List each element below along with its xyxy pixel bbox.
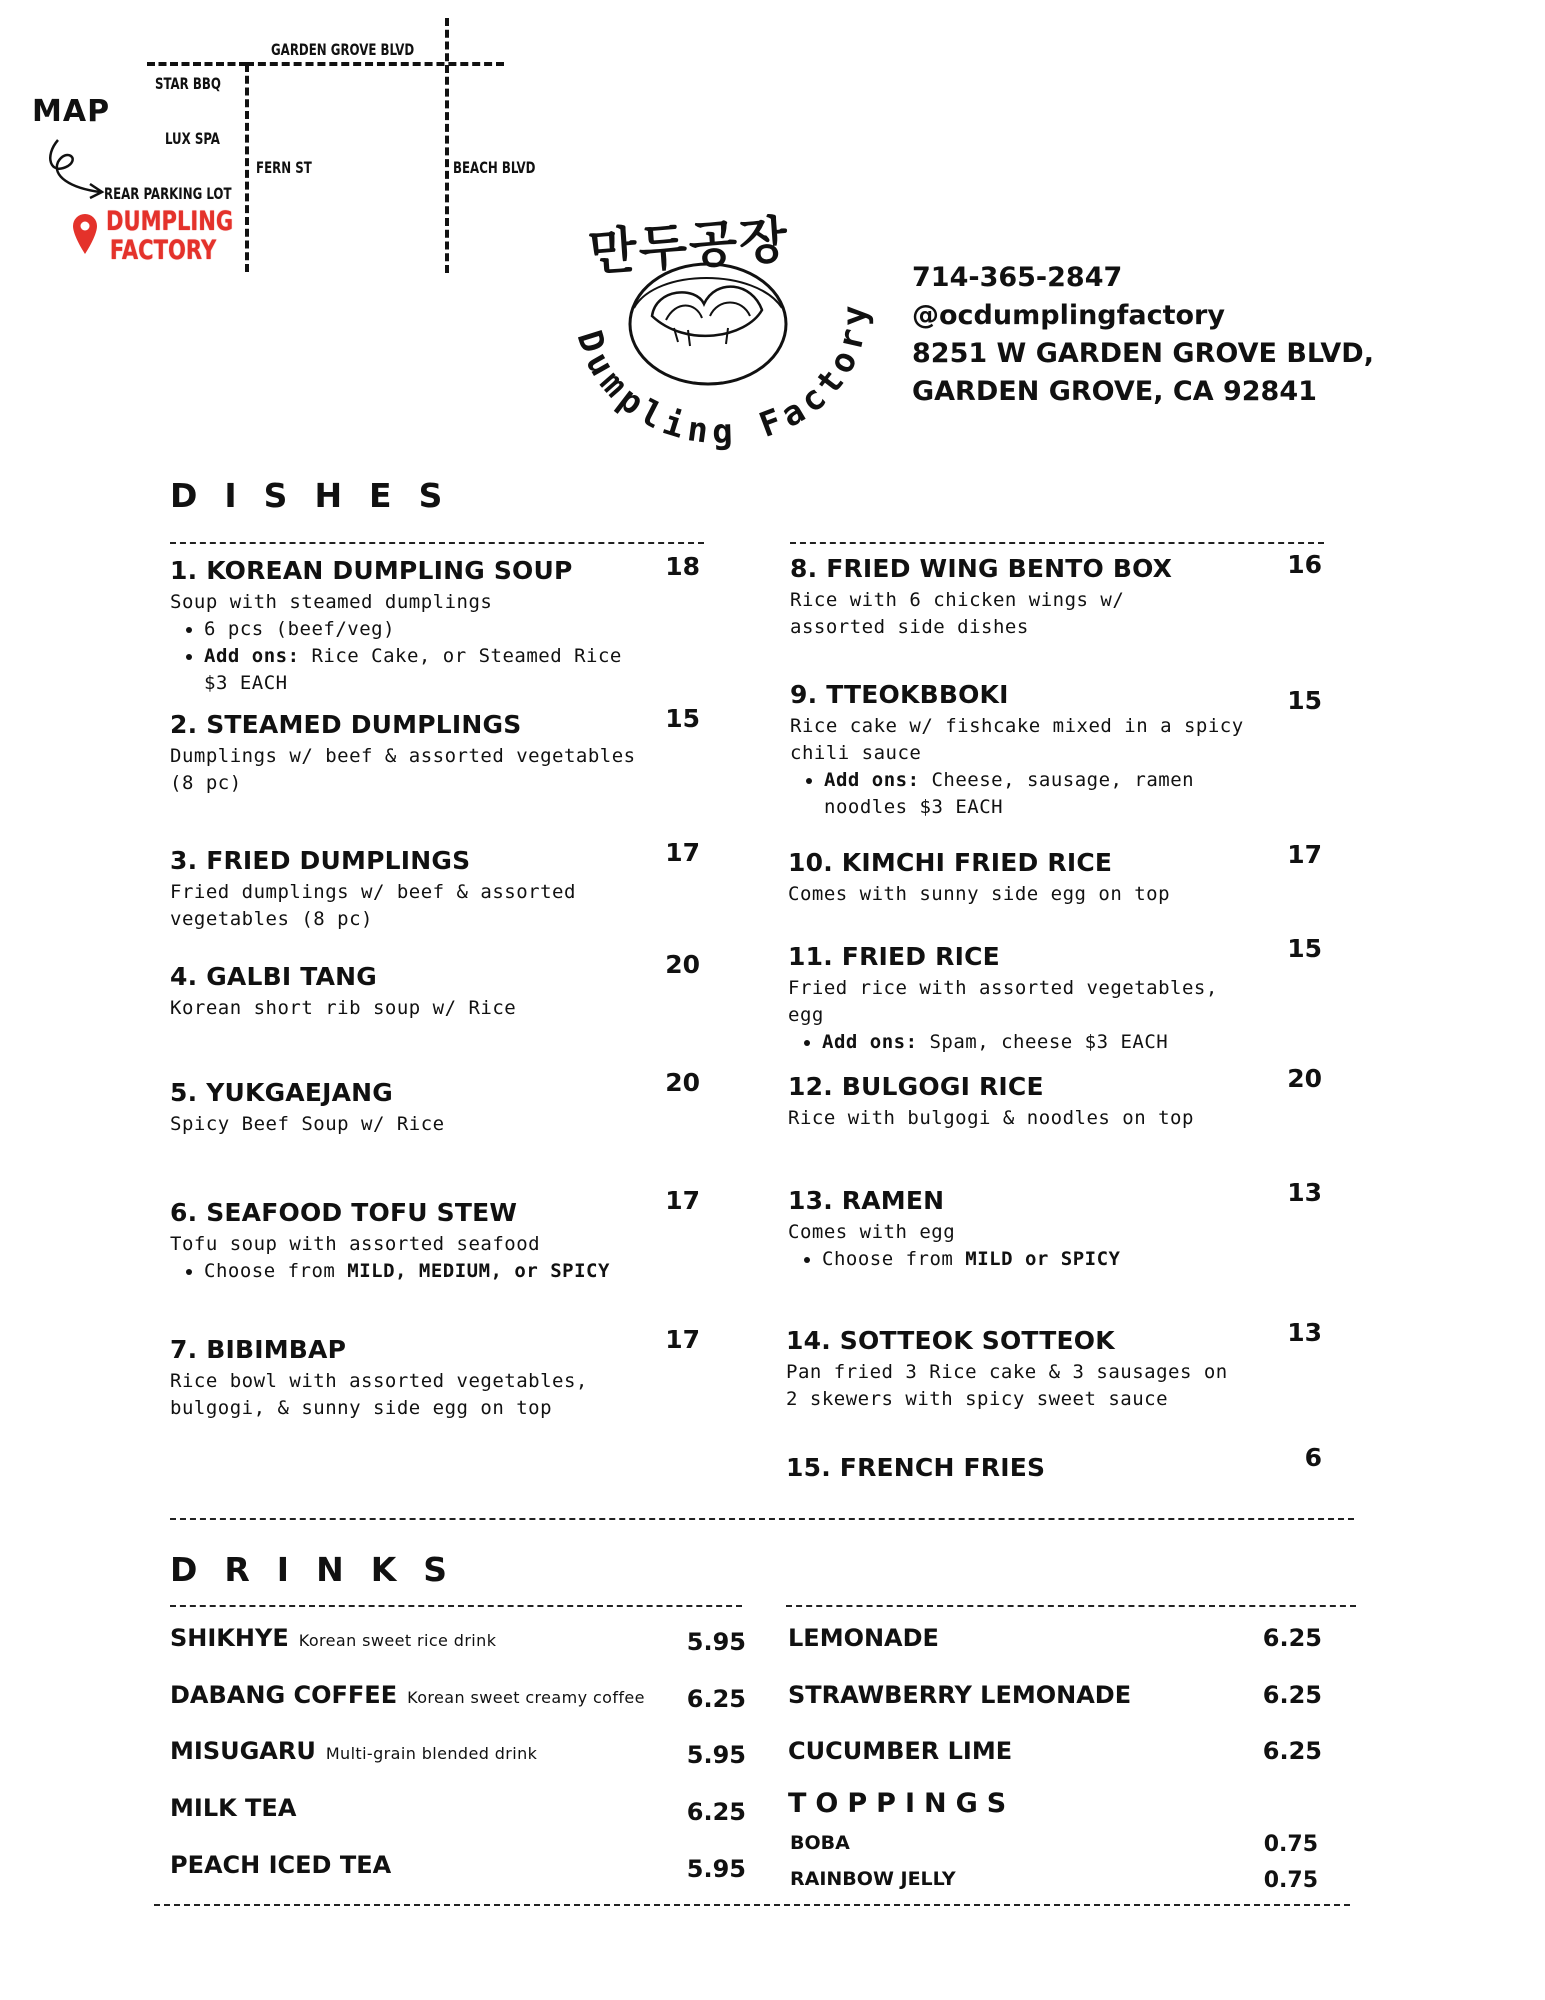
dish-description-line: Rice with 6 chicken wings w/ — [790, 589, 1125, 611]
dish-item — [170, 1198, 640, 1285]
dish-price: 17 — [665, 838, 700, 867]
dish-description-line: Tofu soup with assorted seafood — [170, 1233, 541, 1255]
dish-item — [786, 1326, 1262, 1413]
dish-name: 12. BULGOGI RICE — [788, 1072, 1044, 1101]
dish-price: 15 — [665, 704, 700, 733]
dish-name: 2. STEAMED DUMPLINGS — [170, 710, 522, 739]
dish-description — [788, 881, 1262, 908]
dish-description-line: Soup with steamed dumplings — [170, 591, 493, 613]
dish-item — [788, 1072, 1262, 1132]
dish-description — [788, 1105, 1262, 1132]
garden-grove-road — [246, 62, 504, 66]
drink-price: 6.25 — [686, 1685, 746, 1713]
drink-item — [170, 1794, 296, 1822]
dish-name: 11. FRIED RICE — [788, 942, 1000, 971]
drink-note: Multi-grain blended drink — [325, 1744, 538, 1763]
drink-price: 6.25 — [1262, 1624, 1322, 1652]
drink-name: MISUGARU — [170, 1737, 316, 1765]
dish-description-line: Rice bowl with assorted vegetables, — [170, 1370, 588, 1392]
drink-price: 6.25 — [686, 1798, 746, 1826]
landmark-star-bbq: STAR BBQ — [155, 74, 221, 93]
dish-option: • 6 pcs (beef/veg) — [204, 616, 640, 643]
dish-description — [170, 743, 640, 797]
dish-description-line: Korean short rib soup w/ Rice — [170, 997, 517, 1019]
dish-price: 20 — [665, 1068, 700, 1097]
drinks-heading: DRINKS — [170, 1550, 475, 1589]
dish-options-list — [790, 767, 1262, 821]
drink-price: 5.95 — [686, 1628, 746, 1656]
beach-blvd-road — [445, 18, 449, 273]
dish-description-line: Comes with egg — [788, 1221, 956, 1243]
drink-name: STRAWBERRY LEMONADE — [788, 1681, 1132, 1709]
dish-description-line: Comes with sunny side egg on top — [788, 883, 1171, 905]
dish-name: 3. FRIED DUMPLINGS — [170, 846, 471, 875]
dish-description — [170, 879, 640, 933]
street-garden-grove-blvd: GARDEN GROVE BLVD — [271, 40, 415, 59]
dish-item — [170, 1335, 640, 1422]
dish-name: 15. FRENCH FRIES — [786, 1453, 1046, 1482]
dish-price: 17 — [1287, 840, 1322, 869]
dish-item — [170, 1078, 640, 1138]
dish-option: • Choose from MILD, MEDIUM, or SPICY — [204, 1258, 640, 1285]
street-fern-st: FERN ST — [256, 158, 312, 177]
destination-line-1: DUMPLING — [106, 206, 234, 237]
dish-description-line: Dumplings w/ beef & assorted vegetables — [170, 745, 636, 767]
dish-description — [788, 1219, 1262, 1273]
dish-description — [170, 1368, 640, 1422]
dish-item — [170, 710, 640, 797]
dishes-left-divider — [170, 542, 704, 544]
address-line-2: GARDEN GROVE, CA 92841 — [912, 376, 1317, 407]
dish-option: • Add ons: Spam, cheese $3 EACH — [822, 1029, 1262, 1056]
drink-name: PEACH ICED TEA — [170, 1851, 392, 1879]
location-pin-icon — [71, 212, 99, 256]
dish-description-line: assorted side dishes — [790, 616, 1029, 638]
logo-english-text: Dumpling Factory — [568, 299, 876, 453]
curved-arrow-icon — [40, 136, 110, 200]
dish-options-list — [788, 1246, 1262, 1273]
dish-price: 16 — [1287, 550, 1322, 579]
dish-description — [786, 1359, 1262, 1413]
dish-description-line: 2 skewers with spicy sweet sauce — [786, 1388, 1169, 1410]
drink-name: CUCUMBER LIME — [788, 1737, 1013, 1765]
dishes-right-divider — [790, 542, 1324, 544]
drink-name: MILK TEA — [170, 1794, 297, 1822]
dish-description — [170, 1111, 640, 1138]
topping-name: BOBA — [790, 1832, 850, 1854]
drink-item — [170, 1624, 496, 1652]
fern-st-road — [245, 64, 249, 272]
bottom-divider — [154, 1904, 1350, 1906]
drink-name: SHIKHYE — [170, 1624, 289, 1652]
dish-item — [786, 1453, 1262, 1482]
dish-options-list — [170, 616, 640, 697]
drink-price: 5.95 — [686, 1855, 746, 1883]
dish-price: 20 — [665, 950, 700, 979]
dish-price: 17 — [665, 1186, 700, 1215]
dishes-heading: DISHES — [170, 476, 470, 515]
dish-name: 1. KOREAN DUMPLING SOUP — [170, 556, 573, 585]
dish-price: 6 — [1304, 1443, 1322, 1472]
toppings-heading: TOPPINGS — [788, 1788, 1016, 1819]
dish-name: 7. BIBIMBAP — [170, 1335, 347, 1364]
landmark-rear-parking-lot: REAR PARKING LOT — [104, 184, 232, 203]
dish-item — [790, 680, 1262, 821]
dish-item — [788, 942, 1262, 1056]
dish-description-line: Rice cake w/ fishcake mixed in a spicy — [790, 715, 1244, 737]
dish-price: 15 — [1287, 934, 1322, 963]
dish-price: 13 — [1287, 1178, 1322, 1207]
dish-item — [788, 1186, 1262, 1273]
drinks-right-divider — [786, 1605, 1356, 1607]
dish-description — [170, 1231, 640, 1285]
dish-options-list — [788, 1029, 1262, 1056]
dish-price: 17 — [665, 1325, 700, 1354]
contact-block — [912, 259, 1374, 411]
dish-description-line: bulgogi, & sunny side egg on top — [170, 1397, 553, 1419]
dish-option: • Choose from MILD or SPICY — [822, 1246, 1262, 1273]
landmark-lux-spa: LUX SPA — [165, 129, 220, 148]
dish-options-list — [170, 1258, 640, 1285]
dish-description-line: Fried rice with assorted vegetables, egg — [788, 977, 1218, 1026]
logo-graphic — [556, 258, 876, 466]
drink-price: 6.25 — [1262, 1681, 1322, 1709]
dish-description — [170, 589, 640, 697]
dish-option: • Add ons: Rice Cake, or Steamed Rice $3 EACH — [204, 643, 640, 697]
topping-name: RAINBOW JELLY — [790, 1868, 956, 1890]
dish-name: 13. RAMEN — [788, 1186, 945, 1215]
section-divider — [170, 1518, 1354, 1520]
dish-name: 10. KIMCHI FRIED RICE — [788, 848, 1113, 877]
drink-name: DABANG COFFEE — [170, 1681, 398, 1709]
phone-number[interactable]: 714-365-2847 — [912, 262, 1123, 293]
dish-price: 15 — [1287, 686, 1322, 715]
dish-name: 9. TTEOKBBOKI — [790, 680, 1009, 709]
drink-price: 5.95 — [686, 1741, 746, 1769]
topping-price: 0.75 — [1263, 1868, 1318, 1893]
dish-description — [790, 587, 1262, 641]
dish-name: 8. FRIED WING BENTO BOX — [790, 554, 1173, 583]
dish-name: 5. YUKGAEJANG — [170, 1078, 394, 1107]
drink-note: Korean sweet rice drink — [298, 1631, 497, 1650]
dish-description — [790, 713, 1262, 821]
dish-item — [170, 556, 640, 697]
dish-name: 6. SEAFOOD TOFU STEW — [170, 1198, 518, 1227]
dish-option: • Add ons: Cheese, sausage, ramen noodles $3 EACH — [824, 767, 1262, 821]
map-title: MAP — [32, 94, 111, 129]
street-beach-blvd: BEACH BLVD — [453, 158, 536, 177]
drink-note: Korean sweet creamy coffee — [407, 1688, 645, 1707]
dish-description — [788, 975, 1262, 1056]
drink-name: LEMONADE — [788, 1624, 939, 1652]
logo-korean-text: 만두공장 — [586, 210, 792, 282]
drink-price: 6.25 — [1262, 1737, 1322, 1765]
dish-item — [170, 962, 640, 1022]
dish-price: 13 — [1287, 1318, 1322, 1347]
steamer-basket-icon — [630, 264, 786, 384]
garden-grove-road-left — [147, 62, 247, 66]
dish-description-line: chili sauce — [790, 742, 922, 764]
instagram-handle[interactable]: @ocdumplingfactory — [912, 300, 1225, 331]
dish-description-line: Fried dumplings w/ beef & assorted — [170, 881, 576, 903]
drink-item — [170, 1681, 645, 1709]
dish-item — [788, 848, 1262, 908]
dish-name: 14. SOTTEOK SOTTEOK — [786, 1326, 1115, 1355]
destination-label — [106, 207, 233, 265]
destination-line-2: FACTORY — [109, 235, 217, 266]
dish-description-line: vegetables (8 pc) — [170, 908, 373, 930]
dish-price: 20 — [1287, 1064, 1322, 1093]
drinks-left-divider — [170, 1605, 742, 1607]
topping-price: 0.75 — [1263, 1832, 1318, 1857]
dish-item — [790, 554, 1262, 641]
drink-item — [170, 1737, 537, 1765]
dish-item — [170, 846, 640, 933]
dish-name: 4. GALBI TANG — [170, 962, 377, 991]
drink-item — [170, 1851, 391, 1879]
dish-description-line: Rice with bulgogi & noodles on top — [788, 1107, 1194, 1129]
dish-price: 18 — [665, 552, 700, 581]
dish-description-line: Spicy Beef Soup w/ Rice — [170, 1113, 445, 1135]
dish-description-line: (8 pc) — [170, 772, 242, 794]
address-line-1: 8251 W GARDEN GROVE BLVD, — [912, 338, 1374, 369]
dish-description-line: Pan fried 3 Rice cake & 3 sausages on — [786, 1361, 1228, 1383]
dish-description — [170, 995, 640, 1022]
